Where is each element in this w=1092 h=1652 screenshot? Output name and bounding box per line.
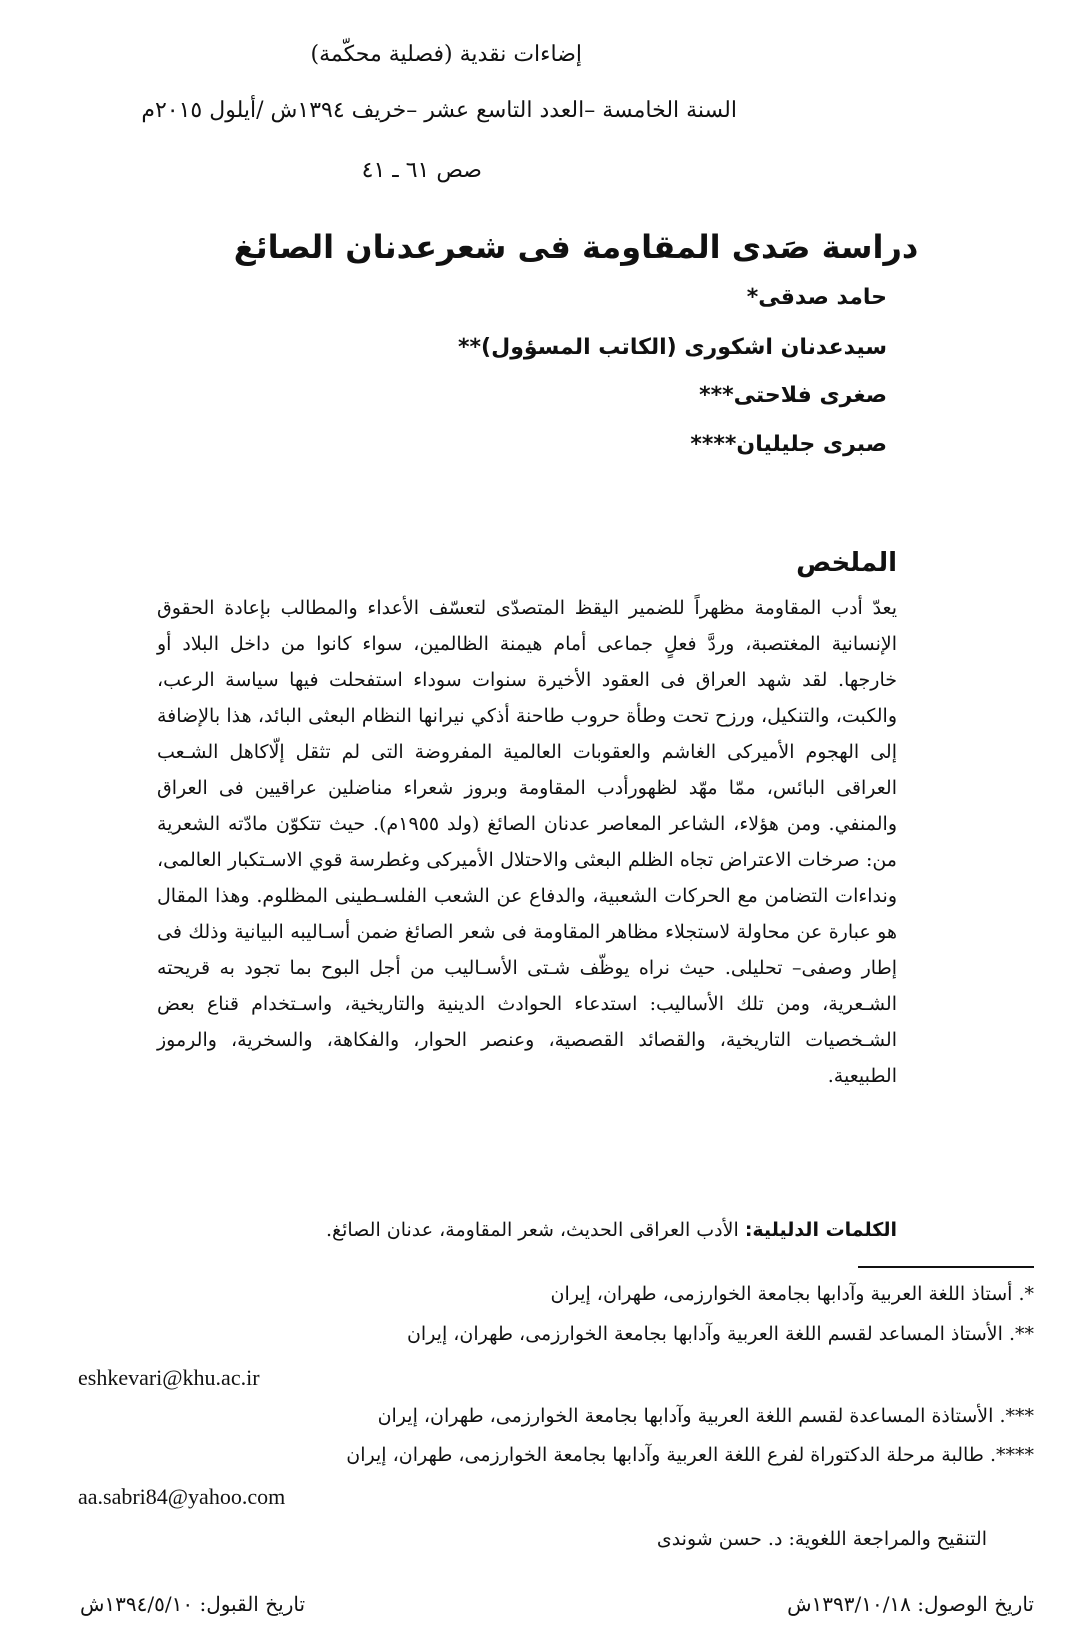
- footnote-3: ***. الأستاذة المساعدة لقسم اللغة العربية وآدابها بجامعة الخوارزمى، طهران، إيران: [377, 1405, 1034, 1427]
- footnote-separator: [858, 1266, 1034, 1268]
- email-1[interactable]: eshkevari@khu.ac.ir: [78, 1365, 260, 1390]
- author-1: حامد صدقى*: [746, 285, 887, 310]
- author-3: صغرى فلاحتى***: [699, 383, 887, 408]
- author-2: سيدعدنان اشكورى (الكاتب المسؤول)**: [458, 335, 887, 360]
- journal-name: إضاءات نقدية (فصلية محكّمة): [310, 42, 582, 67]
- language-editor: التنقيح والمراجعة اللغوية: د. حسن شوندى: [656, 1528, 987, 1550]
- abstract-body: [157, 590, 897, 1094]
- footnote-2: **. الأستاذ المساعد لقسم اللغة العربية وآدابها بجامعة الخوارزمى، طهران، إيران: [406, 1323, 1034, 1345]
- keywords-text: الأدب العراقى الحديث، شعر المقاومة، عدنان الصائغ.: [325, 1219, 739, 1241]
- issue-info: السنة الخامسة –العدد التاسع عشر –خريف ١٣٩٤ش /أيلول ٢٠١٥م: [141, 98, 737, 123]
- footnote-4: ****. طالبة مرحلة الدكتوراة لفرع اللغة العربية وآدابها بجامعة الخوارزمى، طهران، إيران: [346, 1444, 1034, 1466]
- abstract-text: يعدّ أدب المقاومة مظهراً للضمير اليقظ المتصدّى لتعسّف الأعداء والمطالب بإعادة الحقوق الإنسانية المغتصبة، وردَّ فعلٍ جماعى أمام هيمنة الظالمين، سواء كانوا من داخل البلاد أو خارجها. لقد شهد العراق فى العقود الأخيرة سنوات سوداء استفحلت فيها سياسة الرعب، والكبت، والتنكيل، ورزح تحت وطأة حروب طاحنة أذكي نيرانها النظام البعثى البائد، هذا بالإضافة إلى الهجوم الأميركى الغاشم والعقوبات العالمية المفروضة التى لم تثقل إلّاكاهل الشـعب العراقى البائس، ممّا مهّد لظهورأدب المقاومة وبروز شعراء مناضلين عراقيين فى العراق والمنفي. ومن هؤلاء، الشاعر المعاصر عدنان الصائغ (ولد ١٩٥٥م). حيث تتكوّن مادّته الشعرية من: صرخات الاعتراض تجاه الظلم البعثى والاحتلال الأميركى وغطرسة قوي الاسـتكبار العالمى، ونداءات التضامن مع الحركات الشعبية، والدفاع عن الشعب الفلسـطينى المظلوم. وهذا المقال هو عبارة عن محاولة لاستجلاء مظاهر المقاومة فى شعر الصائغ ضمن أسـاليبه البيانية وذلك فى إطار وصفى– تحليلى. حيث نراه يوظّف شـتى الأسـاليب من أجل البوح بما تجود به قريحته الشـعرية، ومن تلك الأساليب: استدعاء الحوادث الدينية والتاريخية، واسـتخدام قناع بعض الشـخصيات التاريخية، والقصائد القصصية، وعنصر الحوار، والفكاهة، والسخرية، والرموز الطبيعية.: [157, 597, 897, 1087]
- keywords-label: الكلمات الدليلية:: [744, 1219, 897, 1241]
- email-2[interactable]: aa.sabri84@yahoo.com: [78, 1484, 286, 1509]
- author-4: صبرى جليليان****: [690, 432, 887, 457]
- keywords: [157, 1212, 897, 1248]
- received-date: تاريخ الوصول: ١٣٩٣/١٠/١٨ش: [787, 1592, 1034, 1616]
- paper-title: دراسة صَدى المقاومة فى شعرعدنان الصائغ: [233, 228, 919, 266]
- abstract-heading: الملخص: [796, 548, 897, 578]
- footnote-1: *. أستاذ اللغة العربية وآدابها بجامعة الخوارزمى، طهران، إيران: [550, 1283, 1034, 1305]
- accepted-date: تاريخ القبول: ١٣٩٤/٥/١٠ش: [80, 1592, 306, 1616]
- page-range: صص ٦١ ـ ٤١: [361, 158, 482, 183]
